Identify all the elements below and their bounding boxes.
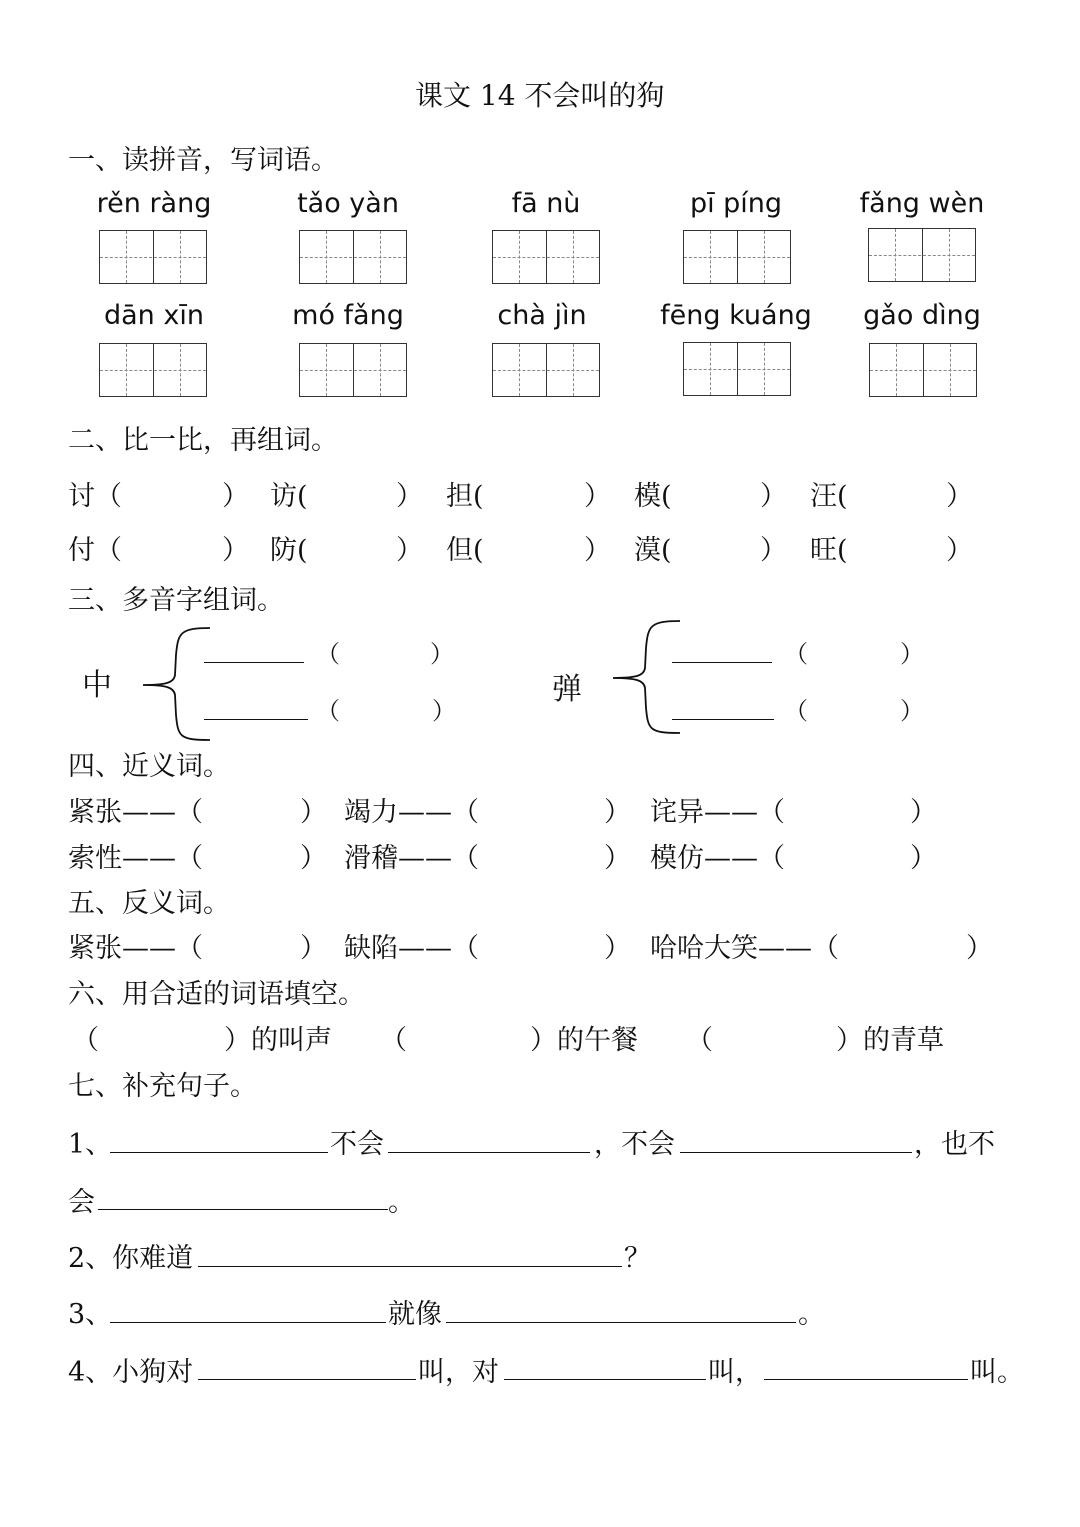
compare-1-1: 讨（ <box>68 481 122 512</box>
synonym-2-3: 模仿——（ <box>650 843 785 874</box>
compare-2-1: 付（ <box>68 535 122 566</box>
sentence-3-end: 。 <box>798 1299 825 1330</box>
sentence-4-text-3: 叫， <box>708 1357 762 1388</box>
section-7-heading: 七、补充句子。 <box>68 1071 257 1102</box>
compare-1-4-close: ） <box>760 481 787 512</box>
antonym-2: 缺陷——（ <box>344 933 479 964</box>
pinyin-5: fǎng wèn <box>859 188 985 219</box>
polyphone-char-2: 弹 <box>552 672 582 707</box>
synonym-1-3: 诧异——（ <box>650 797 785 828</box>
page-title: 课文 14 不会叫的狗 <box>415 79 665 112</box>
brace-1 <box>140 625 215 743</box>
compare-1-2-close: ） <box>396 481 423 512</box>
compare-1-2: 访( <box>270 481 308 512</box>
compare-1-4: 模( <box>634 481 672 512</box>
synonym-2-2-close: ） <box>604 843 631 874</box>
sentence-3-text-1: 就像 <box>388 1299 442 1330</box>
sentence-4-text-1: 4、小狗对 <box>68 1357 194 1388</box>
section-3-heading: 三、多音字组词。 <box>68 585 284 616</box>
polyphone-1-close-1: ） <box>430 640 454 668</box>
compare-2-1-close: ） <box>222 535 249 566</box>
compare-2-4: 漠( <box>634 535 672 566</box>
compare-1-5: 汪( <box>810 481 848 512</box>
polyphone-1-close-2: ） <box>432 697 456 725</box>
sentence-4-blank-2[interactable] <box>504 1377 706 1380</box>
synonym-2-3-close: ） <box>910 843 937 874</box>
section-4-heading: 四、近义词。 <box>68 751 230 782</box>
sentence-1-blank-4[interactable] <box>98 1207 388 1210</box>
polyphone-2-close-1: ） <box>900 640 924 668</box>
writing-grid-3[interactable] <box>492 230 600 284</box>
writing-grid-5[interactable] <box>868 228 976 282</box>
synonym-1-1-close: ） <box>300 797 327 828</box>
antonym-1-close: ） <box>300 933 327 964</box>
fill-2-open: （ <box>380 1025 407 1056</box>
writing-grid-2[interactable] <box>299 230 407 284</box>
pinyin-3: fā nù <box>511 188 581 219</box>
sentence-4-blank-1[interactable] <box>198 1377 416 1380</box>
sentence-1-text-2: ，不会 <box>594 1129 675 1160</box>
synonym-1-2-close: ） <box>604 797 631 828</box>
compare-2-5: 旺( <box>810 535 848 566</box>
polyphone-2-blank-1[interactable] <box>672 660 772 663</box>
antonym-1: 紧张——（ <box>68 933 203 964</box>
compare-1-3-close: ） <box>584 481 611 512</box>
fill-3-text: ）的青草 <box>836 1025 944 1056</box>
compare-2-3: 但( <box>446 535 484 566</box>
compare-1-3: 担( <box>446 481 484 512</box>
synonym-2-1-close: ） <box>300 843 327 874</box>
polyphone-2-open-2: （ <box>784 697 808 725</box>
sentence-1-text-3: ，也不 <box>914 1129 995 1160</box>
synonym-2-1: 索性——（ <box>68 843 203 874</box>
pinyin-8: chà jìn <box>497 300 587 331</box>
fill-3-open: （ <box>686 1025 713 1056</box>
pinyin-9: fēng kuáng <box>660 300 812 331</box>
polyphone-1-open-2: （ <box>316 697 340 725</box>
section-1-heading: 一、读拼音，写词语。 <box>68 145 338 176</box>
pinyin-6: dān xīn <box>104 300 204 331</box>
writing-grid-9[interactable] <box>683 342 791 396</box>
sentence-1-end: 。 <box>388 1187 415 1218</box>
pinyin-1: rěn ràng <box>96 188 212 219</box>
compare-2-2-close: ） <box>396 535 423 566</box>
pinyin-2: tǎo yàn <box>297 188 399 219</box>
pinyin-10: gǎo dìng <box>863 300 981 331</box>
section-6-heading: 六、用合适的词语填空。 <box>68 979 365 1010</box>
polyphone-2-blank-2[interactable] <box>672 717 774 720</box>
sentence-1-text-1: 不会 <box>330 1129 384 1160</box>
synonym-1-2: 竭力——（ <box>344 797 479 828</box>
antonym-3-close: ） <box>966 933 993 964</box>
synonym-2-2: 滑稽——（ <box>344 843 479 874</box>
antonym-3: 哈哈大笑——（ <box>650 933 839 964</box>
sentence-1-blank-2[interactable] <box>388 1150 590 1153</box>
sentence-3-number: 3、 <box>68 1299 113 1330</box>
sentence-1-blank-3[interactable] <box>680 1150 912 1153</box>
polyphone-1-blank-1[interactable] <box>204 660 304 663</box>
compare-1-5-close: ） <box>946 481 973 512</box>
polyphone-char-1: 中 <box>82 668 112 703</box>
synonym-1-3-close: ） <box>910 797 937 828</box>
sentence-2-text-1: 2、你难道 <box>68 1243 194 1274</box>
writing-grid-6[interactable] <box>99 343 207 397</box>
pinyin-7: mó fǎng <box>292 300 404 331</box>
sentence-4-blank-3[interactable] <box>764 1377 968 1380</box>
compare-2-5-close: ） <box>946 535 973 566</box>
writing-grid-1[interactable] <box>99 230 207 284</box>
section-5-heading: 五、反义词。 <box>68 888 230 919</box>
synonym-1-1: 紧张——（ <box>68 797 203 828</box>
compare-2-2: 防( <box>270 535 308 566</box>
fill-2-text: ）的午餐 <box>530 1025 638 1056</box>
compare-1-1-close: ） <box>222 481 249 512</box>
writing-grid-4[interactable] <box>683 230 791 284</box>
section-2-heading: 二、比一比，再组词。 <box>68 425 338 456</box>
polyphone-2-open-1: （ <box>784 640 808 668</box>
compare-2-3-close: ） <box>584 535 611 566</box>
sentence-1-text-4: 会 <box>68 1187 95 1218</box>
sentence-3-blank-1[interactable] <box>110 1320 386 1323</box>
sentence-3-blank-2[interactable] <box>446 1320 796 1323</box>
polyphone-2-close-2: ） <box>900 697 924 725</box>
sentence-1-number: 1、 <box>68 1129 113 1160</box>
fill-1-open: （ <box>72 1025 99 1056</box>
writing-grid-10[interactable] <box>869 343 977 397</box>
compare-2-4-close: ） <box>760 535 787 566</box>
sentence-2-blank-1[interactable] <box>198 1264 622 1267</box>
sentence-2-end: ？ <box>624 1243 651 1274</box>
sentence-4-text-2: 叫，对 <box>418 1357 499 1388</box>
sentence-4-end: 叫。 <box>970 1357 1024 1388</box>
antonym-2-close: ） <box>604 933 631 964</box>
writing-grid-8[interactable] <box>492 343 600 397</box>
polyphone-1-open-1: （ <box>316 640 340 668</box>
writing-grid-7[interactable] <box>299 343 407 397</box>
fill-1-text: ）的叫声 <box>224 1025 332 1056</box>
pinyin-4: pī píng <box>689 188 783 219</box>
sentence-1-blank-1[interactable] <box>110 1150 328 1153</box>
polyphone-1-blank-2[interactable] <box>204 717 308 720</box>
